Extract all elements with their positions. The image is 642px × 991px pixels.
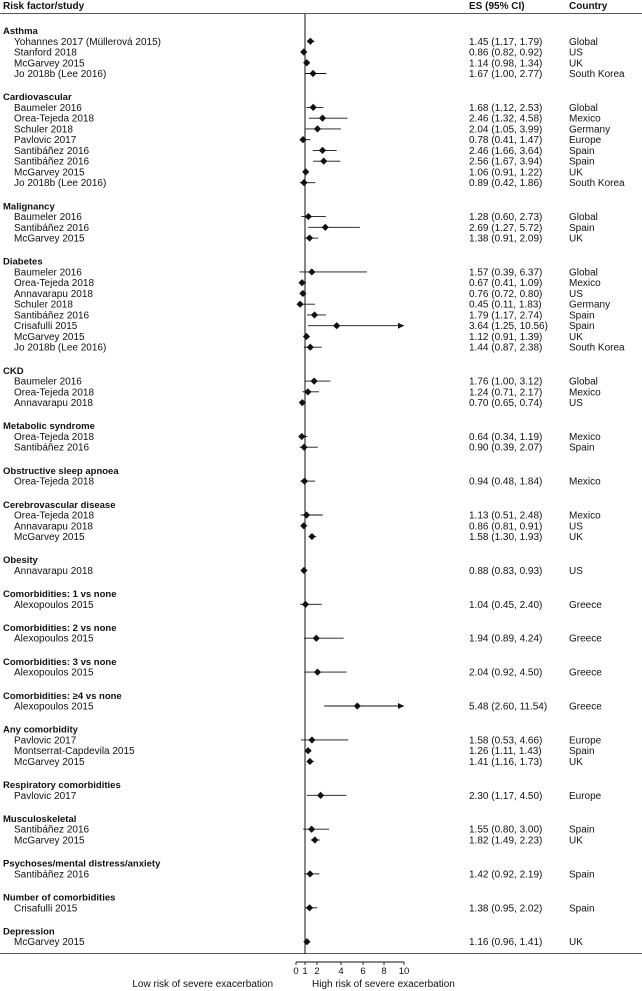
country-label: Mexico xyxy=(569,510,601,522)
effect-size-label: 0.90 (0.39, 2.07) xyxy=(469,442,543,454)
effect-size-label: 1.55 (0.80, 3.00) xyxy=(469,824,543,836)
effect-size-label: 0.67 (0.41, 1.09) xyxy=(469,278,543,290)
study-label: Santibáñez 2016 xyxy=(14,156,90,168)
study-label: Pavlovic 2017 xyxy=(14,790,77,802)
country-label: Greece xyxy=(569,667,602,679)
study-label: Orea-Tejeda 2018 xyxy=(14,432,95,443)
effect-size-label: 1.24 (0.71, 2.17) xyxy=(469,387,543,399)
effect-point xyxy=(305,747,312,754)
effect-size-label: 1.67 (1.00, 2.77) xyxy=(469,69,543,80)
effect-size-label: 1.16 (0.96, 1.41) xyxy=(469,937,543,949)
effect-point xyxy=(314,669,321,676)
country-label: UK xyxy=(569,937,583,949)
effect-size-label: 0.94 (0.48, 1.84) xyxy=(469,476,543,488)
group-heading: Number of comorbidities xyxy=(3,892,116,904)
effect-point xyxy=(306,870,313,877)
effect-size-label: 0.70 (0.65, 0.74) xyxy=(469,398,543,410)
effect-size-label: 1.12 (0.91, 1.39) xyxy=(469,331,543,343)
effect-point xyxy=(301,444,308,451)
study-label: Santibáñez 2016 xyxy=(14,310,90,322)
effect-point xyxy=(303,511,310,518)
effect-size-label: 0.86 (0.81, 0.91) xyxy=(469,521,543,533)
effect-point xyxy=(307,344,314,351)
effect-size-label: 0.88 (0.83, 0.93) xyxy=(469,565,543,577)
country-label: Greece xyxy=(569,701,602,713)
effect-size-label: 1.45 (1.17, 1.79) xyxy=(469,36,543,48)
ci-arrow xyxy=(398,703,404,709)
group-heading: Comorbidities: ≥4 vs none xyxy=(3,690,122,702)
effect-point xyxy=(303,333,310,340)
study-label: Yohannes 2017 (Müllerová 2015) xyxy=(14,36,161,48)
header-country: Country xyxy=(569,1,608,12)
axis-tick-label: 10 xyxy=(398,966,410,977)
study-label: Orea-Tejeda 2018 xyxy=(14,113,95,125)
group-heading: Metabolic syndrome xyxy=(3,421,95,433)
effect-point xyxy=(307,38,314,45)
effect-point xyxy=(354,702,361,709)
effect-point xyxy=(305,213,312,220)
effect-point xyxy=(313,635,320,642)
country-label: Europe xyxy=(569,735,602,747)
study-label: Alexopoulos 2015 xyxy=(14,599,94,611)
effect-point xyxy=(303,938,310,945)
effect-point xyxy=(314,125,321,132)
effect-size-label: 0.86 (0.82, 0.92) xyxy=(469,47,543,59)
effect-size-label: 2.46 (1.66, 3.64) xyxy=(469,145,543,157)
study-label: Annavarapu 2018 xyxy=(14,521,93,533)
effect-size-label: 1.26 (1.11, 1.43) xyxy=(469,746,542,758)
header-es: ES (95% CI) xyxy=(469,1,525,12)
study-label: Santibáñez 2016 xyxy=(14,824,90,836)
country-label: Spain xyxy=(569,869,595,881)
country-label: Global xyxy=(569,212,598,224)
study-label: McGarvey 2015 xyxy=(14,331,85,343)
country-label: UK xyxy=(569,532,583,543)
country-label: Mexico xyxy=(569,476,601,488)
study-label: McGarvey 2015 xyxy=(14,756,85,768)
effect-size-label: 1.13 (0.51, 2.48) xyxy=(469,510,543,522)
effect-point xyxy=(311,378,318,385)
study-label: McGarvey 2015 xyxy=(14,167,85,179)
group-heading: Depression xyxy=(3,926,55,938)
study-label: Annavarapu 2018 xyxy=(14,565,93,577)
country-label: US xyxy=(569,47,583,59)
country-label: UK xyxy=(569,233,583,245)
group-heading: Psychoses/mental distress/anxiety xyxy=(3,858,161,870)
country-label: Germany xyxy=(569,299,611,311)
country-label: Global xyxy=(569,36,598,48)
country-label: South Korea xyxy=(569,69,625,80)
country-label: Mexico xyxy=(569,387,601,399)
effect-size-label: 1.58 (0.53, 4.66) xyxy=(469,735,543,747)
study-label: Santibáñez 2016 xyxy=(14,145,90,157)
study-label: Stanford 2018 xyxy=(14,47,77,59)
effect-size-label: 1.04 (0.45, 2.40) xyxy=(469,599,543,611)
effect-size-label: 1.68 (1.12, 2.53) xyxy=(469,102,543,114)
study-label: Orea-Tejeda 2018 xyxy=(14,387,95,399)
group-heading: Comorbidities: 3 vs none xyxy=(3,656,117,668)
effect-size-label: 2.56 (1.67, 3.94) xyxy=(469,156,543,168)
effect-size-label: 1.28 (0.60, 2.73) xyxy=(469,212,543,224)
study-label: Crisafulli 2015 xyxy=(14,903,78,915)
group-heading: Cerebrovascular disease xyxy=(3,499,116,511)
effect-point xyxy=(320,158,327,165)
study-label: McGarvey 2015 xyxy=(14,835,85,847)
study-label: Alexopoulos 2015 xyxy=(14,667,94,679)
study-label: Orea-Tejeda 2018 xyxy=(14,278,95,290)
study-label: McGarvey 2015 xyxy=(14,937,85,949)
effect-point xyxy=(308,826,315,833)
study-label: Annavarapu 2018 xyxy=(14,288,93,300)
country-label: Spain xyxy=(569,746,595,758)
effect-point xyxy=(300,179,307,186)
effect-size-label: 1.38 (0.95, 2.02) xyxy=(469,903,543,915)
study-label: Orea-Tejeda 2018 xyxy=(14,476,95,488)
effect-size-label: 1.44 (0.87, 2.38) xyxy=(469,342,543,354)
effect-size-label: 1.94 (0.89, 4.24) xyxy=(469,633,543,645)
effect-point xyxy=(310,104,317,111)
effect-point xyxy=(311,836,318,843)
country-label: UK xyxy=(569,756,583,768)
effect-size-label: 1.38 (0.91, 2.09) xyxy=(469,233,543,245)
group-heading: Obstructive sleep apnoea xyxy=(3,465,119,477)
effect-point xyxy=(299,136,306,143)
country-label: US xyxy=(569,398,583,410)
effect-size-label: 2.69 (1.27, 5.72) xyxy=(469,222,543,234)
effect-point xyxy=(298,433,305,440)
effect-point xyxy=(311,311,318,318)
country-label: UK xyxy=(569,331,583,343)
group-heading: Asthma xyxy=(3,26,38,37)
effect-point xyxy=(308,533,315,540)
group-heading: Musculoskeletal xyxy=(3,814,77,825)
study-label: Jo 2018b (Lee 2016) xyxy=(14,342,107,354)
country-label: Greece xyxy=(569,599,602,611)
group-heading: Comorbidities: 2 vs none xyxy=(3,623,117,634)
group-heading: Malignancy xyxy=(3,201,55,213)
effect-size-label: 5.48 (2.60, 11.54) xyxy=(469,701,548,713)
effect-point xyxy=(303,59,310,66)
effect-size-label: 0.89 (0.42, 1.86) xyxy=(469,178,543,190)
effect-point xyxy=(322,224,329,231)
effect-point xyxy=(306,758,313,765)
effect-point xyxy=(302,168,309,175)
study-label: Baumeler 2016 xyxy=(14,212,82,224)
effect-point xyxy=(301,478,308,485)
country-label: Mexico xyxy=(569,278,601,290)
axis-tick-label: 8 xyxy=(381,966,387,977)
effect-size-label: 2.30 (1.17, 4.50) xyxy=(469,790,543,802)
country-label: US xyxy=(569,521,583,533)
effect-size-label: 1.57 (0.39, 6.37) xyxy=(469,267,543,279)
effect-size-label: 1.41 (1.16, 1.73) xyxy=(469,756,543,768)
study-label: McGarvey 2015 xyxy=(14,58,85,70)
effect-size-label: 2.46 (1.32, 4.58) xyxy=(469,113,543,125)
study-label: Baumeler 2016 xyxy=(14,267,82,279)
effect-point xyxy=(306,904,313,911)
country-label: Global xyxy=(569,267,598,279)
axis-tick-label: 2 xyxy=(314,966,320,977)
effect-point xyxy=(317,792,324,799)
effect-size-label: 2.04 (1.05, 3.99) xyxy=(469,124,543,136)
effect-point xyxy=(308,736,315,743)
effect-size-label: 1.06 (0.91, 1.22) xyxy=(469,167,543,179)
effect-size-label: 0.64 (0.34, 1.19) xyxy=(469,432,543,443)
country-label: Europe xyxy=(569,135,602,147)
effect-point xyxy=(309,70,316,77)
footer-high-risk: High risk of severe exacerbation xyxy=(312,979,455,990)
group-heading: Obesity xyxy=(3,555,38,567)
study-label: Baumeler 2016 xyxy=(14,102,82,114)
country-label: Greece xyxy=(569,633,602,645)
country-label: UK xyxy=(569,58,583,70)
effect-size-label: 3.64 (1.25, 10.56) xyxy=(469,321,548,333)
country-label: Spain xyxy=(569,222,595,234)
study-label: Jo 2018b (Lee 2016) xyxy=(14,178,107,190)
study-label: McGarvey 2015 xyxy=(14,532,85,543)
axis-tick-label: 0 xyxy=(293,966,299,977)
country-label: US xyxy=(569,565,583,577)
country-label: Spain xyxy=(569,824,595,836)
axis-tick-label: 4 xyxy=(338,966,344,977)
country-label: Global xyxy=(569,102,598,114)
group-heading: Cardiovascular xyxy=(3,92,72,104)
country-label: Spain xyxy=(569,310,595,322)
country-label: Mexico xyxy=(569,113,601,125)
group-heading: Any comorbidity xyxy=(3,724,78,736)
group-heading: CKD xyxy=(3,365,24,377)
effect-size-label: 0.78 (0.41, 1.47) xyxy=(469,135,543,147)
country-label: Spain xyxy=(569,442,595,454)
study-label: Orea-Tejeda 2018 xyxy=(14,510,95,522)
study-label: Pavlovic 2017 xyxy=(14,735,77,747)
axis-tick-label: 1 xyxy=(302,966,308,977)
country-label: Spain xyxy=(569,145,595,157)
effect-point xyxy=(300,567,307,574)
effect-size-label: 1.42 (0.92, 2.19) xyxy=(469,869,543,881)
country-label: Spain xyxy=(569,156,595,168)
effect-point xyxy=(319,147,326,154)
effect-size-label: 1.79 (1.17, 2.74) xyxy=(469,310,543,322)
header-study: Risk factor/study xyxy=(3,1,85,12)
x-axis xyxy=(293,962,409,977)
footer-low-risk: Low risk of severe exacerbation xyxy=(132,979,273,990)
effect-size-label: 1.14 (0.98, 1.34) xyxy=(469,58,543,70)
study-label: Baumeler 2016 xyxy=(14,376,82,388)
effect-size-label: 1.76 (1.00, 3.12) xyxy=(469,376,543,388)
effect-size-label: 0.76 (0.72, 0.80) xyxy=(469,288,543,300)
country-label: South Korea xyxy=(569,342,625,354)
study-label: Schuler 2018 xyxy=(14,124,73,136)
study-label: Alexopoulos 2015 xyxy=(14,633,94,645)
effect-point xyxy=(333,322,340,329)
effect-point xyxy=(306,234,313,241)
group-heading: Respiratory comorbidities xyxy=(3,780,121,792)
country-label: US xyxy=(569,288,583,300)
effect-size-label: 2.04 (0.92, 4.50) xyxy=(469,667,543,679)
study-label: Crisafulli 2015 xyxy=(14,321,78,333)
study-label: Santibáñez 2016 xyxy=(14,869,90,881)
ci-arrow xyxy=(398,323,404,329)
effect-point xyxy=(300,522,307,529)
effect-size-label: 1.58 (1.30, 1.93) xyxy=(469,532,543,543)
country-label: Germany xyxy=(569,124,611,136)
country-label: UK xyxy=(569,835,583,847)
country-label: Mexico xyxy=(569,432,601,443)
effect-size-label: 1.82 (1.49, 2.23) xyxy=(469,835,543,847)
study-label: Annavarapu 2018 xyxy=(14,398,93,410)
study-label: Jo 2018b (Lee 2016) xyxy=(14,69,107,80)
axis-tick-label: 6 xyxy=(360,966,366,977)
study-label: Santibáñez 2016 xyxy=(14,442,90,454)
effect-point xyxy=(308,268,315,275)
study-label: Pavlovic 2017 xyxy=(14,135,77,147)
effect-size-label: 0.45 (0.11, 1.83) xyxy=(469,299,542,311)
study-label: McGarvey 2015 xyxy=(14,233,85,245)
study-label: Schuler 2018 xyxy=(14,299,73,311)
effect-point xyxy=(300,48,307,55)
country-label: Spain xyxy=(569,321,595,333)
country-label: South Korea xyxy=(569,178,625,190)
group-heading: Comorbidities: 1 vs none xyxy=(3,589,117,601)
country-label: Global xyxy=(569,376,598,388)
forest-rows xyxy=(3,26,625,948)
study-label: Santibáñez 2016 xyxy=(14,222,90,234)
country-label: Europe xyxy=(569,790,602,802)
study-label: Montserrat-Capdevila 2015 xyxy=(14,746,135,758)
country-label: UK xyxy=(569,167,583,179)
effect-point xyxy=(296,301,303,308)
study-label: Alexopoulos 2015 xyxy=(14,701,94,713)
effect-point xyxy=(319,115,326,122)
group-heading: Diabetes xyxy=(3,256,43,268)
country-label: Spain xyxy=(569,903,595,915)
